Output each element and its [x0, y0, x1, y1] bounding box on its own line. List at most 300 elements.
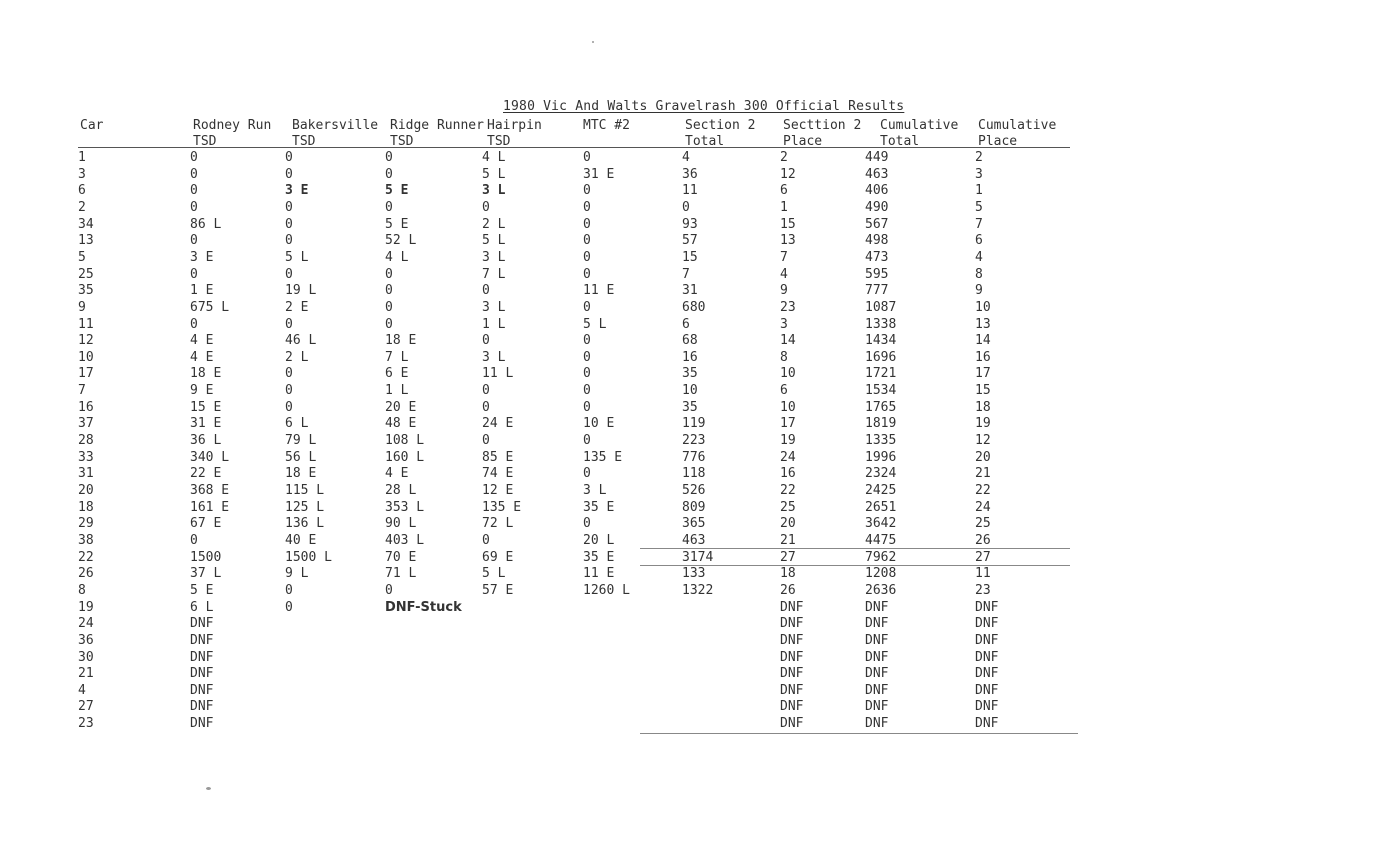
cell-bakers: 2 L: [285, 349, 309, 365]
cell-cumplace: DNF: [975, 649, 999, 665]
cell-ridge: 48 E: [385, 416, 417, 432]
cell-cumplace: 27: [975, 549, 991, 565]
cell-hairpin: 72 L: [482, 516, 514, 532]
cell-cumplace: 2: [975, 150, 983, 165]
cell-rodney: 3 E: [190, 249, 214, 265]
cell-bakers: 6 L: [285, 416, 309, 432]
cell-s2total: 0: [682, 199, 690, 215]
cell-car: 13: [78, 233, 94, 249]
cell-mtc: 0: [583, 150, 591, 165]
scan-speck: [592, 41, 594, 43]
cell-car: 17: [78, 366, 94, 382]
cell-car: 33: [78, 449, 94, 465]
header-line1: Cumulative: [978, 118, 1057, 133]
cell-mtc: 31 E: [583, 166, 615, 182]
cell-cumtotal: DNF: [865, 632, 889, 648]
cell-ridge: 4 E: [385, 466, 409, 482]
cell-s2place: 24: [780, 449, 796, 465]
cell-bakers: 3 E: [285, 183, 309, 199]
cell-hairpin: 1 L: [482, 316, 506, 332]
cell-cumtotal: 2425: [865, 483, 897, 498]
header-line2: Place: [978, 134, 1018, 149]
cell-bakers: 1500 L: [285, 549, 332, 565]
header-line2: TSD: [292, 134, 316, 149]
document-title: 1980 Vic And Walts Gravelrash 300 Official Results: [503, 99, 905, 114]
header-line2: Total: [880, 134, 920, 149]
cell-cumplace: DNF: [975, 632, 999, 648]
cell-hairpin: 0: [482, 533, 490, 548]
cell-mtc: 0: [583, 233, 591, 249]
cell-cumplace: 19: [975, 416, 991, 432]
header-s2total: [685, 118, 755, 150]
cell-ridge: 0: [385, 299, 393, 315]
cell-mtc: 0: [583, 183, 591, 199]
cell-cumtotal: 1721: [865, 366, 897, 382]
cell-cumtotal: 4475: [865, 533, 897, 548]
cell-hairpin: 0: [482, 283, 490, 299]
cell-ridge: 90 L: [385, 516, 417, 532]
header-rule: [78, 147, 1070, 148]
cell-car: 29: [78, 516, 94, 532]
cell-s2total: 7: [682, 266, 690, 282]
cell-car: 9: [78, 299, 86, 315]
cell-car: 6: [78, 183, 86, 199]
cell-car: 26: [78, 566, 94, 582]
cell-car: 37: [78, 416, 94, 432]
cell-cumtotal: 2636: [865, 582, 897, 598]
header-cumplace: [978, 118, 1056, 150]
cell-ridge: 160 L: [385, 449, 425, 465]
cell-hairpin: 5 L: [482, 566, 506, 582]
cell-bakers: 0: [285, 266, 293, 282]
cell-ridge: 0: [385, 283, 393, 299]
cell-s2total: 1322: [682, 582, 714, 598]
cell-mtc: 0: [583, 466, 591, 482]
cell-hairpin: 85 E: [482, 449, 514, 465]
cell-ridge: 71 L: [385, 566, 417, 582]
cell-cumplace: DNF: [975, 599, 999, 615]
header-mtc: [583, 118, 630, 150]
header-line1: MTC #2: [583, 118, 630, 133]
cell-cumtotal: 406: [865, 183, 889, 199]
cell-s2total: 16: [682, 349, 698, 365]
cell-car: 24: [78, 616, 94, 632]
cell-mtc: 0: [583, 383, 591, 399]
cell-car: 3: [78, 166, 86, 182]
cell-rodney: DNF: [190, 682, 214, 698]
cell-ridge: 0: [385, 166, 393, 182]
cell-s2place: 19: [780, 433, 796, 448]
header-s2place: [783, 118, 861, 150]
cell-car: 22: [78, 549, 94, 565]
cell-rodney: 22 E: [190, 466, 222, 482]
cell-cumplace: 8: [975, 266, 983, 282]
cell-cumtotal: 7962: [865, 549, 897, 565]
cell-cumplace: 23: [975, 582, 991, 598]
cell-bakers: 136 L: [285, 516, 325, 532]
cell-mtc: 10 E: [583, 416, 615, 432]
cell-rodney: 0: [190, 266, 198, 282]
cell-mtc: 5 L: [583, 316, 607, 332]
row-rule-22: [640, 548, 1070, 549]
cell-s2place: 18: [780, 566, 796, 582]
cell-rodney: 0: [190, 233, 198, 249]
cell-s2total: 35: [682, 399, 698, 415]
cell-cumtotal: 1765: [865, 399, 897, 415]
cell-car: 38: [78, 533, 94, 548]
cell-car: 4: [78, 682, 86, 698]
footer-rule: [640, 733, 1078, 734]
cell-rodney: 161 E: [190, 499, 230, 515]
cell-car: 27: [78, 699, 94, 715]
cell-cumplace: 16: [975, 349, 991, 365]
header-line2: Total: [685, 134, 725, 149]
cell-hairpin: 0: [482, 199, 490, 215]
cell-mtc: 3 L: [583, 483, 607, 498]
cell-s2total: 57: [682, 233, 698, 249]
cell-cumtotal: 473: [865, 249, 889, 265]
cell-rodney: 1500: [190, 549, 222, 565]
cell-s2total: 31: [682, 283, 698, 299]
cell-hairpin: 7 L: [482, 266, 506, 282]
cell-cumtotal: DNF: [865, 682, 889, 698]
cell-mtc: 11 E: [583, 566, 615, 582]
cell-hairpin: 135 E: [482, 499, 522, 515]
cell-s2place: 3: [780, 316, 788, 332]
cell-ridge: 28 L: [385, 483, 417, 498]
header-line1: Hairpin: [487, 118, 542, 133]
cell-cumplace: 15: [975, 383, 991, 399]
cell-hairpin: 0: [482, 333, 490, 349]
cell-s2place: 9: [780, 283, 788, 299]
header-rodney: [193, 118, 271, 150]
header-line2: TSD: [487, 134, 511, 149]
cell-hairpin: 11 L: [482, 366, 514, 382]
cell-ridge: 18 E: [385, 333, 417, 349]
cell-car: 35: [78, 283, 94, 299]
cell-mtc: 0: [583, 333, 591, 349]
cell-s2place: 25: [780, 499, 796, 515]
cell-hairpin: 5 L: [482, 166, 506, 182]
cell-ridge: 0: [385, 266, 393, 282]
cell-s2total: 3174: [682, 549, 714, 565]
cell-cumtotal: 1696: [865, 349, 897, 365]
cell-bakers: 2 E: [285, 299, 309, 315]
cell-car: 10: [78, 349, 94, 365]
cell-mtc: 0: [583, 266, 591, 282]
cell-mtc: 1260 L: [583, 582, 630, 598]
cell-hairpin: 4 L: [482, 150, 506, 165]
cell-mtc: 0: [583, 299, 591, 315]
cell-cumplace: 24: [975, 499, 991, 515]
header-hairpin: [487, 118, 542, 150]
cell-cumtotal: 1338: [865, 316, 897, 332]
scan-speck: [206, 787, 211, 790]
cell-s2total: 36: [682, 166, 698, 182]
cell-s2place: 23: [780, 299, 796, 315]
header-line1: Car: [80, 118, 104, 133]
cell-s2place: DNF: [780, 649, 804, 665]
cell-cumtotal: 595: [865, 266, 889, 282]
cell-cumtotal: 498: [865, 233, 889, 249]
cell-mtc: 0: [583, 349, 591, 365]
header-line2: TSD: [390, 134, 414, 149]
cell-s2total: 463: [682, 533, 706, 548]
cell-mtc: 0: [583, 433, 591, 448]
cell-cumtotal: 449: [865, 150, 889, 165]
cell-rodney: 1 E: [190, 283, 214, 299]
cell-s2total: 11: [682, 183, 698, 199]
cell-cumplace: 7: [975, 216, 983, 232]
cell-ridge: 1 L: [385, 383, 409, 399]
cell-mtc: 0: [583, 366, 591, 382]
cell-car: 30: [78, 649, 94, 665]
cell-ridge: 5 E: [385, 183, 409, 199]
cell-rodney: 9 E: [190, 383, 214, 399]
header-ridge: [390, 118, 484, 150]
cell-cumtotal: DNF: [865, 649, 889, 665]
cell-s2total: 133: [682, 566, 706, 582]
cell-s2total: 809: [682, 499, 706, 515]
cell-ridge: DNF-Stuck: [385, 599, 462, 615]
cell-car: 19: [78, 599, 94, 615]
cell-car: 21: [78, 666, 94, 682]
cell-bakers: 0: [285, 383, 293, 399]
cell-s2place: DNF: [780, 682, 804, 698]
cell-bakers: 0: [285, 199, 293, 215]
cell-car: 16: [78, 399, 94, 415]
cell-bakers: 18 E: [285, 466, 317, 482]
cell-car: 28: [78, 433, 94, 448]
cell-rodney: 340 L: [190, 449, 230, 465]
cell-ridge: 4 L: [385, 249, 409, 265]
cell-hairpin: 2 L: [482, 216, 506, 232]
cell-s2place: 20: [780, 516, 796, 532]
cell-rodney: 86 L: [190, 216, 222, 232]
cell-s2place: 2: [780, 150, 788, 165]
cell-s2place: 10: [780, 366, 796, 382]
cell-s2total: 15: [682, 249, 698, 265]
cell-cumplace: 13: [975, 316, 991, 332]
cell-bakers: 0: [285, 599, 293, 615]
cell-s2place: DNF: [780, 616, 804, 632]
cell-cumplace: 14: [975, 333, 991, 349]
cell-s2place: 7: [780, 249, 788, 265]
cell-s2place: 13: [780, 233, 796, 249]
cell-cumplace: 4: [975, 249, 983, 265]
cell-rodney: 0: [190, 150, 198, 165]
cell-rodney: 67 E: [190, 516, 222, 532]
cell-car: 23: [78, 716, 94, 732]
header-bakers: [292, 118, 378, 150]
cell-s2place: 27: [780, 549, 796, 565]
cell-s2total: 223: [682, 433, 706, 448]
cell-bakers: 19 L: [285, 283, 317, 299]
cell-rodney: 15 E: [190, 399, 222, 415]
cell-hairpin: 3 L: [482, 249, 506, 265]
cell-hairpin: 69 E: [482, 549, 514, 565]
cell-ridge: 70 E: [385, 549, 417, 565]
cell-s2place: 1: [780, 199, 788, 215]
cell-bakers: 0: [285, 216, 293, 232]
cell-ridge: 0: [385, 316, 393, 332]
cell-cumplace: DNF: [975, 699, 999, 715]
cell-cumplace: 25: [975, 516, 991, 532]
cell-cumtotal: DNF: [865, 616, 889, 632]
cell-cumtotal: 1335: [865, 433, 897, 448]
cell-bakers: 0: [285, 316, 293, 332]
cell-ridge: 6 E: [385, 366, 409, 382]
cell-hairpin: 24 E: [482, 416, 514, 432]
cell-rodney: DNF: [190, 632, 214, 648]
cell-cumplace: 18: [975, 399, 991, 415]
cell-bakers: 0: [285, 233, 293, 249]
cell-s2place: 22: [780, 483, 796, 498]
cell-s2place: 6: [780, 183, 788, 199]
cell-cumtotal: 3642: [865, 516, 897, 532]
cell-mtc: 11 E: [583, 283, 615, 299]
cell-bakers: 5 L: [285, 249, 309, 265]
cell-s2place: 10: [780, 399, 796, 415]
cell-rodney: 0: [190, 316, 198, 332]
cell-cumtotal: DNF: [865, 599, 889, 615]
cell-cumplace: 5: [975, 199, 983, 215]
cell-cumplace: 17: [975, 366, 991, 382]
cell-s2place: 8: [780, 349, 788, 365]
cell-mtc: 0: [583, 399, 591, 415]
cell-s2place: 4: [780, 266, 788, 282]
cell-s2place: DNF: [780, 666, 804, 682]
cell-cumplace: 10: [975, 299, 991, 315]
cell-hairpin: 74 E: [482, 466, 514, 482]
cell-cumplace: 12: [975, 433, 991, 448]
cell-rodney: 4 E: [190, 349, 214, 365]
cell-bakers: 0: [285, 582, 293, 598]
cell-bakers: 46 L: [285, 333, 317, 349]
cell-s2total: 526: [682, 483, 706, 498]
cell-mtc: 0: [583, 249, 591, 265]
cell-rodney: 0: [190, 199, 198, 215]
cell-hairpin: 0: [482, 383, 490, 399]
cell-ridge: 7 L: [385, 349, 409, 365]
cell-car: 36: [78, 632, 94, 648]
cell-mtc: 0: [583, 199, 591, 215]
cell-cumplace: DNF: [975, 716, 999, 732]
cell-hairpin: 3 L: [482, 299, 506, 315]
cell-cumtotal: 1534: [865, 383, 897, 399]
cell-bakers: 56 L: [285, 449, 317, 465]
cell-s2place: 15: [780, 216, 796, 232]
cell-hairpin: 12 E: [482, 483, 514, 498]
cell-rodney: 37 L: [190, 566, 222, 582]
cell-cumtotal: DNF: [865, 699, 889, 715]
cell-bakers: 79 L: [285, 433, 317, 448]
cell-cumtotal: 1208: [865, 566, 897, 582]
header-line1: Rodney Run: [193, 118, 272, 133]
cell-cumtotal: 1434: [865, 333, 897, 349]
cell-rodney: 6 L: [190, 599, 214, 615]
cell-ridge: 52 L: [385, 233, 417, 249]
cell-ridge: 0: [385, 199, 393, 215]
cell-cumtotal: 777: [865, 283, 889, 299]
cell-ridge: 20 E: [385, 399, 417, 415]
cell-bakers: 40 E: [285, 533, 317, 548]
cell-car: 18: [78, 499, 94, 515]
cell-rodney: 0: [190, 166, 198, 182]
header-line2: Place: [783, 134, 823, 149]
cell-rodney: 5 E: [190, 582, 214, 598]
cell-rodney: DNF: [190, 649, 214, 665]
cell-ridge: 0: [385, 582, 393, 598]
cell-s2total: 6: [682, 316, 690, 332]
cell-mtc: 35 E: [583, 549, 615, 565]
cell-rodney: DNF: [190, 716, 214, 732]
cell-car: 34: [78, 216, 94, 232]
cell-bakers: 0: [285, 366, 293, 382]
cell-cumplace: 1: [975, 183, 983, 199]
cell-s2place: 12: [780, 166, 796, 182]
cell-bakers: 0: [285, 150, 293, 165]
cell-s2place: DNF: [780, 699, 804, 715]
cell-mtc: 135 E: [583, 449, 623, 465]
cell-rodney: DNF: [190, 699, 214, 715]
cell-cumplace: 22: [975, 483, 991, 498]
cell-cumplace: 6: [975, 233, 983, 249]
cell-cumplace: 11: [975, 566, 991, 582]
cell-hairpin: 0: [482, 399, 490, 415]
header-line1: Section 2: [685, 118, 756, 133]
cell-rodney: 36 L: [190, 433, 222, 448]
cell-bakers: 0: [285, 399, 293, 415]
cell-s2total: 4: [682, 150, 690, 165]
cell-s2place: 21: [780, 533, 796, 548]
cell-s2place: DNF: [780, 632, 804, 648]
cell-rodney: 675 L: [190, 299, 230, 315]
cell-cumtotal: DNF: [865, 716, 889, 732]
cell-rodney: 18 E: [190, 366, 222, 382]
header-line1: Cumulative: [880, 118, 959, 133]
cell-bakers: 125 L: [285, 499, 325, 515]
cell-rodney: 368 E: [190, 483, 230, 498]
cell-car: 31: [78, 466, 94, 482]
cell-s2total: 10: [682, 383, 698, 399]
header-cumtotal: [880, 118, 958, 150]
cell-hairpin: 5 L: [482, 233, 506, 249]
cell-s2place: DNF: [780, 599, 804, 615]
cell-bakers: 0: [285, 166, 293, 182]
cell-s2total: 365: [682, 516, 706, 532]
cell-mtc: 0: [583, 216, 591, 232]
cell-cumtotal: 2324: [865, 466, 897, 482]
header-line1: Ridge Runner: [390, 118, 484, 133]
cell-cumplace: DNF: [975, 666, 999, 682]
cell-rodney: DNF: [190, 666, 214, 682]
cell-car: 2: [78, 199, 86, 215]
cell-cumtotal: 1996: [865, 449, 897, 465]
cell-rodney: 4 E: [190, 333, 214, 349]
cell-car: 25: [78, 266, 94, 282]
cell-car: 5: [78, 249, 86, 265]
cell-car: 12: [78, 333, 94, 349]
cell-ridge: 5 E: [385, 216, 409, 232]
cell-cumplace: 20: [975, 449, 991, 465]
cell-hairpin: 0: [482, 433, 490, 448]
header-line1: Secttion 2: [783, 118, 862, 133]
cell-bakers: 115 L: [285, 483, 325, 498]
cell-cumtotal: 2651: [865, 499, 897, 515]
cell-mtc: 20 L: [583, 533, 615, 548]
cell-hairpin: 3 L: [482, 183, 506, 199]
